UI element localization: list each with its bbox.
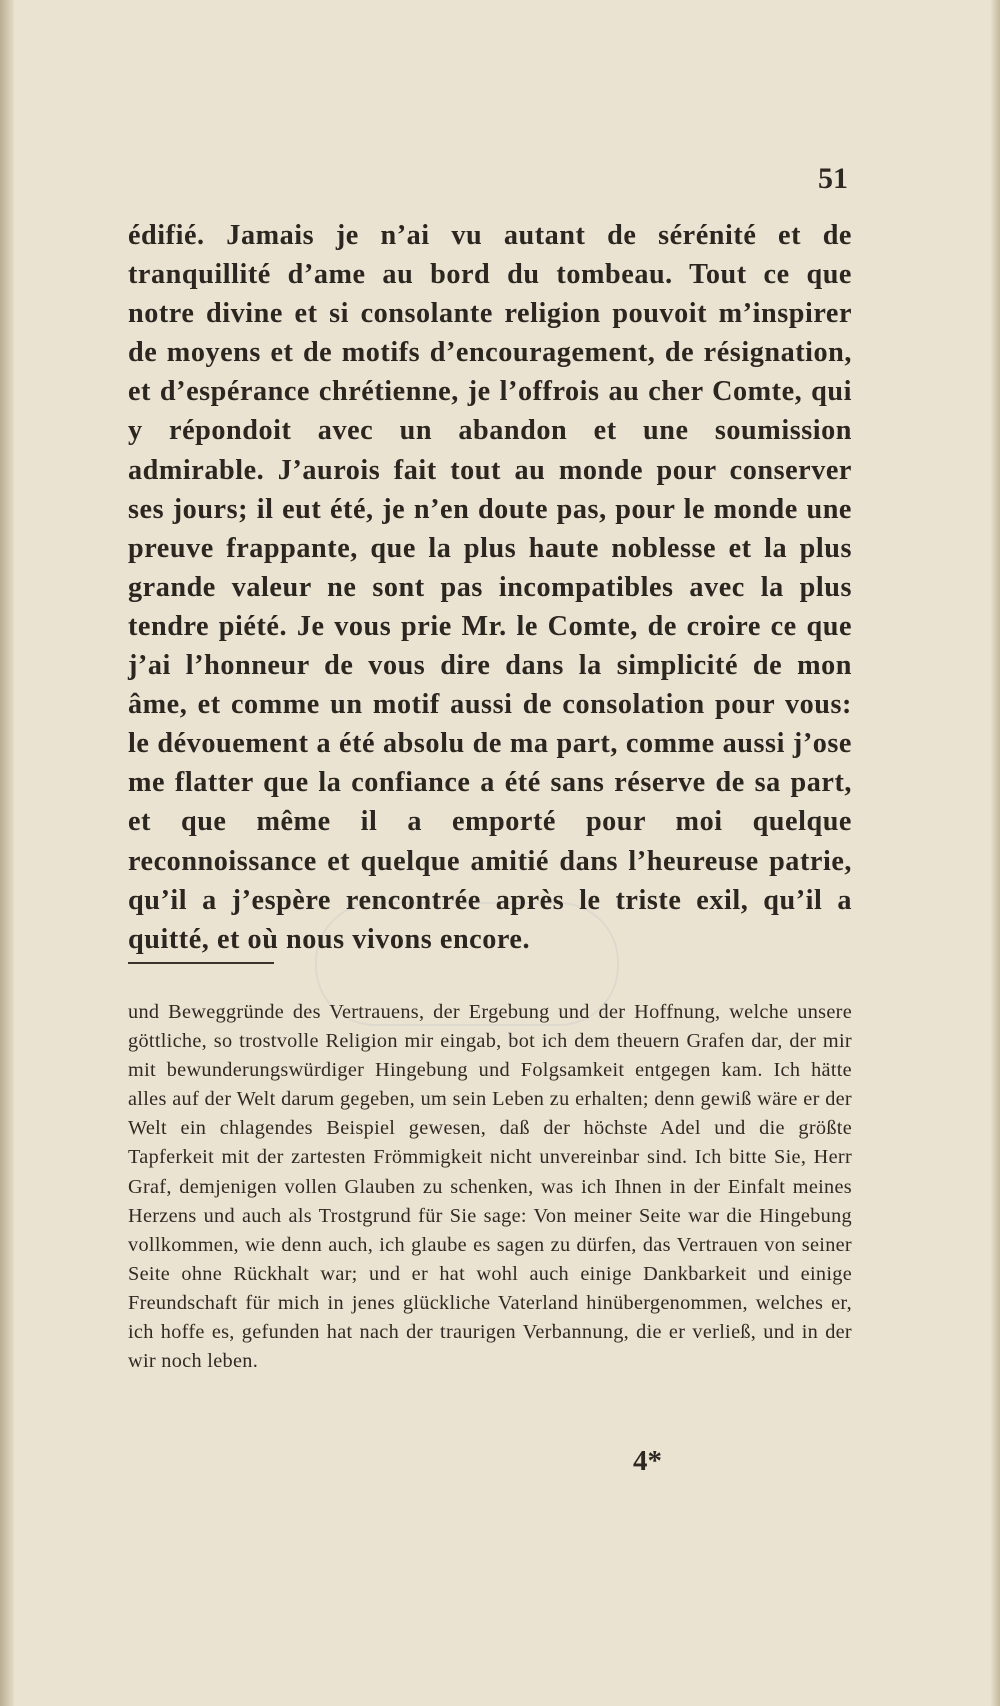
- german-footnote-text: [128, 998, 852, 1376]
- french-main-text: [128, 216, 852, 959]
- footnote-paragraph: und Beweggründe des Vertrauens, der Ergebung und der Hoffnung, welche unsere göttliche, so trostvolle Religion mir eingab, bot ich dem theuern Grafen dar, der mir mit bewunderungswürdiger Hingebung und Folgsamkeit entgegen kam. Ich hätte alles auf der Welt darum gegeben, um sein Leben zu erhalten; denn gewiß wäre er der Welt ein chlagendes Beispiel gewesen, daß der höchste Adel und die größte Tapferkeit mit der zartesten Frömmigkeit nicht unvereinbar sind. Ich bitte Sie, Herr Graf, demjenigen vollen Glauben zu schenken, was ich Ihnen in der Einfalt meines Herzens und auch als Trostgrund für Sie sage: Von meiner Seite war die Hingebung vollkommen, wie denn auch, ich glaube es sagen zu dürfen, das Vertrauen von seiner Seite ohne Rückhalt war; und er hat wohl auch einige Dankbarkeit und einige Freundschaft für mich in jenes glückliche Vaterland hinübergenommen, welches er, ich hoffe es, gefunden hat nach der traurigen Verbannung, die er verließ, und in der wir noch leben.: [128, 1001, 852, 1373]
- page-edge-shadow: [990, 0, 1000, 1706]
- page-gutter-shadow: [0, 0, 14, 1706]
- main-paragraph: édifié. Jamais je n’ai vu autant de sérénité et de tranquillité d’ame au bord du tombeau. Tout ce que notre divine et si consolante religion pouvoit m’inspirer de moyens et de motifs d’encouragement, de résignation, et d’espérance chrétienne, je l’offrois au cher Comte, qui y répondoit avec un abandon et une soumission admirable. J’aurois fait tout au monde pour conserver ses jours; il eut été, je n’en doute pas, pour le monde une preuve frappante, que la plus haute noblesse et la plus grande valeur ne sont pas incompatibles avec la plus tendre piété. Je vous prie Mr. le Comte, de croire ce que j’ai l’honneur de vous dire dans la simplicité de mon âme, et comme un motif aussi de consolation pour vous: le dévouement a été absolu de ma part, comme aussi j’ose me flatter que la confiance a été sans réserve de sa part, et que même il a emporté pour moi quelque reconnoissance et quelque amitié dans l’heureuse patrie, qu’il a j’espère rencontrée après le triste exil, qu’il a quitté, et où nous vivons encore.: [128, 220, 852, 955]
- page-number: 51: [818, 162, 848, 195]
- footnote-divider: [128, 962, 274, 964]
- signature-mark: 4*: [633, 1445, 662, 1477]
